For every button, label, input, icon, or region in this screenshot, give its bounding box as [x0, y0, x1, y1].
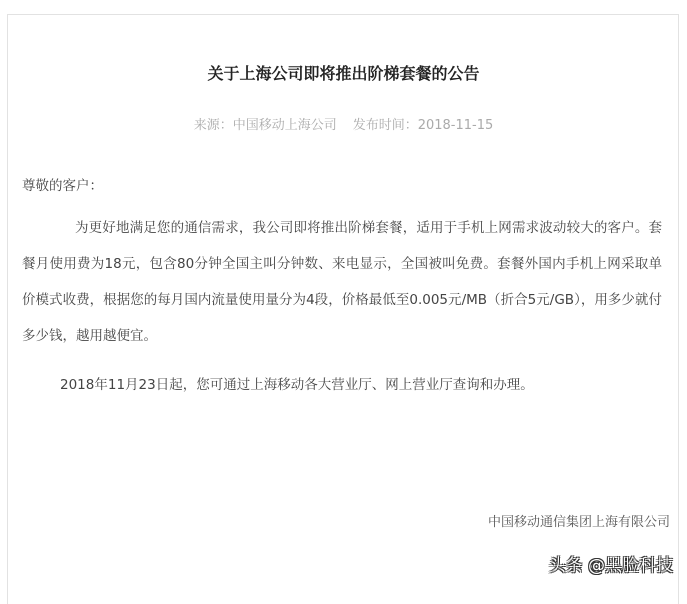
watermark: 头条 @黑脸科技: [548, 556, 673, 576]
signature: 中国移动通信集团上海有限公司: [487, 515, 670, 530]
notice-publish-time: 发布时间：2018-11-15: [352, 118, 494, 133]
notice-meta: [0, 114, 687, 133]
paragraph-2: 2018年11月23日起，您可通过上海移动各大营业厅、网上营业厅查询和办理。: [60, 377, 534, 393]
notice-title: 关于上海公司即将推出阶梯套餐的公告: [207, 64, 480, 83]
paragraph-1: 为更好地满足您的通信需求，我公司即将推出阶梯套餐，适用于手机上网需求波动较大的客户。套餐月使用费为18元，包含80分钟全国主叫分钟数、来电显示，全国被叫免费。套餐外国内手机上网采取单价模式收费，根据您的每月国内流量使用量分为4段，价格最低至0.005元/MB（折合5元/GB），用多少就付多少钱，越用越便宜。: [22, 220, 662, 344]
salutation: 尊敬的客户：: [22, 178, 103, 194]
notice-source: 来源：中国移动上海公司: [193, 118, 337, 133]
